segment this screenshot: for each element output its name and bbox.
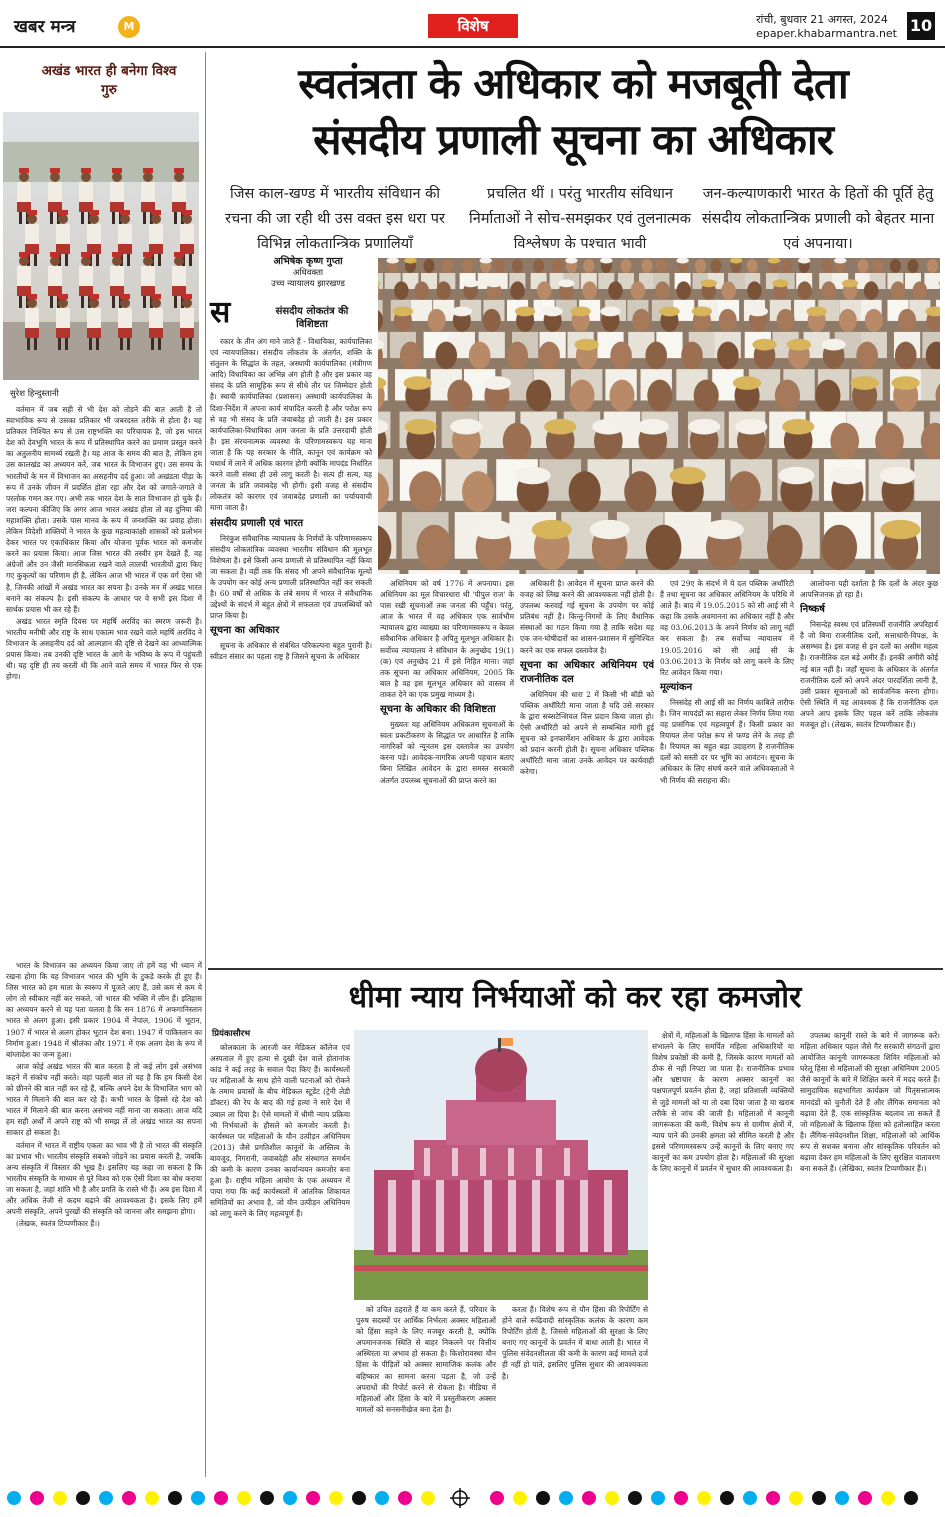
section-rule — [208, 968, 943, 970]
paragraph: निरंकुश संवैधानिक न्यायालय के निर्णयों के परिणामस्वरूप संसदीय लोकतांत्रिक व्यवस्था भारतीय संविधान की मूलभूत विशेषता है। इसे किसी अन्य प्रणाली से प्रतिस्थापित नहीं किया जा सकता है। वहीं तक कि संसद भी अपने संवैधानिक मूल्यों के उपयोग कर कोई अन्य प्रणाली प्रतिस्थापित नहीं कर सकती है। 60 वर्षों से अधिक के लंबे समय में भारत ने संवैधानिक उद्देश्यों के संदर्भ में बहुत क्षेत्रों में सफलता एवं उपलब्धियों को प्राप्त किया है। — [210, 533, 372, 621]
supreme-court-photo — [354, 1030, 648, 1300]
paragraph: अधिनियम को वर्ष 1776 में अपनाया। इस अधिनियम का मूल विचारधारा थी 'पीपुल राज' के पास रखी सूचनाओं तक जनता की पहुँच। परंतु, आज के भारत में यह अधिकार एक सार्वभौम न्यायालय द्वारा व्याख्या का परिणामस्वरूप न केवल संवैधानिक अधिकार है अपितु मूलभूत अधिकार है। सर्वोच्च न्यायालय ने संविधान के अनुच्छेद 19(1)(क) एवं अनुच्छेद 21 में इसे निहित माना। जहां तक सूचना का अधिकार अधिनियम, 2005 कि बात है वह इस मूलभूत अधिकार को वास्तव में ताकत देने का एक प्रमुख माध्यम है। — [380, 579, 514, 699]
photo-credit: सुरेश हिन्दुस्तानी — [10, 389, 59, 399]
parade-photo — [3, 112, 199, 380]
paragraph: रकार के तीन अंग माने जाते हैं - विधायिका, कार्यपालिका एवं न्यायपालिका। संसदीय लोकतंत्र के अंतर्गत, शक्ति के संतुलन के सिद्धांत के तहत, अस्थायी कार्यपालिका (मंत्रीगण आदि) विधायिका का अभिन्न अंग होती है और इस प्रकार वह संसद के प्रति सामूहिक रूप से सीधे तौर पर जिम्मेदार होती है। स्थायी कार्यपालिका (प्रशासन) अस्थायी कार्यपालिका के दिशा-निर्देश में अपना कार्य संपादित करती है और परोक्ष रूप से वह भी संसद के प्रति जवाबदेह हो जाती है। इस प्रकार कार्यपालिका-विधायिका आम जनता के प्रति उत्तरदायी होती है। इस संरचनात्मक व्यवस्था के परिणामस्वरूप यह माना जाता है कि यह सरकार के नीति, कानून एवं कार्यक्रम को यथार्थ में लाने में अधिक कारगर होगी क्योंकि मापदंड निर्धारित करने वाली संस्था ही उसे लागू करती है। सत्य ही सत्य, यह जनता के प्रति जवाबदेह भी होगी। इसी वजह से संसदीय लोकतंत्र को कारगर एवं जवाबदेह प्रणाली का पर्यायवाची माना जाता है। — [210, 337, 372, 513]
main-article-col-4 — [660, 578, 794, 963]
deck-col-3: जन-कल्याणकारी भारत के हितों की पूर्ति हेतु संसदीय लोकतान्त्रिक प्रणाली को बेहतर माना एवं अपनाया। — [701, 186, 935, 252]
issue-date: रांची, बुधवार 21 अगस्त, 2024 — [756, 13, 888, 26]
main-article-col-1 — [210, 336, 372, 856]
paragraph: उपलब्ध कानूनी रास्ते के बारे में जागरूक करें। महिला अधिकार पहल जैसे गैर सरकारी संगठनों द्वारा आयोजित कानूनी जागरूकता शिविर महिलाओं को घरेलू हिंसा से महिलाओं की सुरक्षा अधिनियम 2005 जैसे कानूनों के बारे में शिक्षित करने में मदद करते हैं। सामुदायिक सहभागिता कार्यक्रम जो पितृसत्तात्मक मानदंडों को चुनौती देते हैं और लैंगिक समानता को बढ़ावा देते हैं, एक सांस्कृतिक बदलाव ला सकते हैं जो महिलाओं के खिलाफ हिंसा को हतोत्साहित करता है। लैंगिक-संवेदनशील शिक्षा, महिलाओं को आर्थिक रूप से सशक्त बनाना और सांस्कृतिक परिवर्तन को बढ़ावा देकर हम महिलाओं के लिए सुरक्षित वातावरण बना सकते हैं। (लेखिका, स्वतंत्र टिप्पणीकार हैं।) — [800, 1031, 940, 1174]
subhead-evaluation: मूल्यांकन — [660, 681, 693, 693]
subhead-conclusion: निष्कर्ष — [800, 604, 825, 616]
paragraph: क्षेत्रों में, महिलाओं के खिलाफ हिंसा के मामलों को संभालने के लिए समर्पित महिला अधिकारियों या विशेष प्रकोष्ठों की कमी है, जिसके कारण मामलों को ठीक से नहीं निपटा जा पाता है। राजनीतिक प्रभाव और भ्रष्टाचार के कारण अक्सर कानूनों का पक्षपातपूर्ण प्रवर्तन होता है, जहां प्रतिशाली व्यक्तियों से जुड़े मामलों को या तो दबा दिया जाता है या खराब तरीके से जांच की जाती है। महिलाओं में कानूनी जागरूकता की कमी, विशेष रूप से ग्रामीण क्षेत्रों में, न्याय पाने की उनकी क्षमता को सीमित करती है और इससे परिणामस्वरूप उन्हें कानूनों के लिए बनाए गए कानूनों का कम उपयोग होता है। महिलाओं की सुरक्षा के लिए कानूनों में प्रवर्तन में सुधार की आवश्यकता है। — [652, 1031, 794, 1174]
paragraph: वर्तमान में भारत में राष्ट्रीय एकता का भाव भी है तो भारत की संस्कृति का प्रभाव भी। भारतीय संस्कृति सबको जोड़ने का प्रयास करती है, जबकि अन्य संस्कृति में विस्तार की भूख है। इसलिए यह कहा जा सकता है कि भारतीय संस्कृति के माध्यम से पूरे विश्व को एक ऐसी दिशा का बोध कराया जा सकता है, जहां शांति भी है और प्रगति के रास्ते भी हैं। अब इस दिशा में और अधिक तेजी से कदम बढ़ाने की आवश्यकता है। इसके लिए हमें अपनी संस्कृति, अपने पुरखों की संस्कृति को जानना और समझना होगा। — [6, 1140, 202, 1217]
paragraph: सूचना के अधिकार से संबंधित परिकल्पना बहुत पुरानी है। स्वीडन संसार का पहला राष्ट्र है जिसने सूचना के अधिकार — [210, 641, 372, 662]
paragraph: आलोचना यही दर्शाता है कि दलों के अंदर कुछ आपत्तिजनक हो रहा है। — [800, 579, 938, 600]
main-article-col-2 — [380, 578, 514, 963]
paragraph: अखंड भारत स्मृति दिवस पर महर्षि अरविंद का स्मरण जरूरी है। भारतीय मनीषी और राष्ट्र के साथ एकात्म भाव रखने वाले महर्षि अरविंद ने विभाजन के असहनीय दर्द को आत्मज्ञान की दृष्टि से देखने का आध्यात्मिक प्रयास किया। तब उनकी दृष्टि भारत के आगे के भविष्य के रूप में पहुंचती थी। यह दृष्टि ही तय करती थी कि आने वाले समय में भारत फिर से एक होगा। — [6, 616, 202, 682]
paragraph: कोलकाता के आरजी कर मेडिकल कॉलेज एवं अस्पताल में हुए हत्या से दुखी देश वाले होतानांक कांड ने कई तरह के सवाल पैदा किए हैं। कार्यस्थलों पर महिलाओं के साथ होने वाली घटनाओं को रोकने के तमाम प्रयासों के बीच मेडिकल स्टूडेंट (ट्रेनी लेडी डॉक्टर) की रेप के बाद की गई हत्या ने सारे देश में उबाल ला दिया है। ऐसे मामलों में धीमी न्याय प्रक्रिया भी निर्भयाओं के हौसले को कमजोर करती है। कार्यस्थल पर महिलाओं के यौन उत्पीड़न अधिनियम (2013) जैसे प्रगतिशील कानूनों के अस्तित्व के बावजूद, निगरानी, जवाबदेही और संस्थागत समर्थन की कमी के कारण उनका कार्यान्वयन कमजोर बना हुआ है। राष्ट्रीय महिला आयोग के एक अध्ययन में पाया गया कि कई कार्यस्थलों में आंतरिक शिकायत समितियों का अभाव है, जो यौन उत्पीड़न अधिनियम को लागू करने के लिए महत्वपूर्ण हैं। — [210, 1043, 350, 1219]
author-org: उच्च न्यायालय झारखण्ड — [271, 279, 345, 289]
left-article-body-top — [6, 404, 202, 949]
masthead — [0, 0, 945, 48]
author-note: (लेखक, स्वतंत्र टिप्पणीकार हैं।) — [16, 1219, 100, 1229]
print-registration-bar — [0, 1480, 945, 1517]
second-author: प्रियंकासौरभ — [212, 1029, 251, 1039]
author-byline — [238, 256, 378, 290]
second-article-col-1 — [210, 1042, 350, 1472]
subhead-rti: सूचना का अधिकार — [210, 625, 280, 637]
headline-line-1: स्वतंत्रता के अधिकार को मजबूती देता — [298, 59, 848, 108]
main-article-col-5 — [800, 578, 938, 963]
newspaper-logo: खबर मन्त्र — [14, 17, 76, 37]
paragraph: को उचित ठहराते हैं या कम करते हैं, परिवार के पुरुष सदस्यों पर आर्थिक निर्भरता अक्सर महिलाओं को हिंसा सहने के लिए मजबूर करती है, क्योंकि अपमानजनक स्थिति से बाहर निकलने पर वित्तीय अस्थिरता या अभाव हो सकता है। किशोरावस्था यौन हिंसा के पीड़ितों को अक्सर सामाजिक कलंक और बहिष्कार का सामना करना पड़ता है, जो उन्हें अपराधों की रिपोर्ट करने से रोकता है। मीडिया में महिलाओं और हिंसा के बारे में प्रस्तुतीकरण अक्सर मामलों को सनसनीखेज बना देता है। — [356, 1305, 496, 1414]
left-article — [0, 52, 205, 1477]
epaper-site: epaper.khabarmantra.net — [756, 27, 897, 40]
subhead-rti-specialty: सूचना के अधिकार की विशिष्टता — [380, 704, 496, 716]
paragraph: निस्संदेह सी आई सी का निर्णय काबिले तारीफ है। जिन मापदंडों का सहारा लेकर निर्णय लिया गया वह प्रासंगिक एवं महत्वपूर्ण हैं। किसी प्रकार का रियायत लेना परोक्ष रूप से फण्ड लेने के तरह ही है। रियायत का बहुत बड़ा उदाहरण है राजनीतिक दलों को सस्ती दर पर भूमि का आवंटन। सूचना के अधिकार के लिए संघर्ष करने वाले अधिवक्ताओं ने भी निर्णय की सराहना की। — [660, 697, 794, 785]
left-article-title: अखंड भारत ही बनेगा विश्व गुरु — [41, 63, 177, 98]
sidebox-title: संसदीय लोकतंत्र की विशिष्टता — [275, 306, 349, 330]
section-tag: विशेष — [428, 14, 518, 38]
paragraph: निसन्देह स्वस्थ एवं प्रतिस्पर्धी राजनीति अपरिहार्य है जो बिना राजनीतिक दलों, सत्ताधारी-विपक्ष, के असम्भव है। इस वजह से इन दलों का असीम महत्व है। राजनीतिक दल बड़े अमीर हैं। इनकी अमीरी कोई नई बात नहीं है। जहाँ सूचना के अधिकार के अंतर्गत राजनीतिक दलों को अपने अंदर पारदर्शिता लानी है, उसी प्रकार सूचनाओं को सार्वजनिक करना होगा। ऐसी स्थिति में यह आवश्यक है कि राजनीतिक दल अपने आप इसके लिए पहल करें ताकि लोकतंत्र मजबूत हो। (लेखक, स्वतंत्र टिप्पणीकार हैं।) — [800, 620, 938, 730]
dropcap: स — [210, 295, 231, 330]
logo-badge-icon: M — [118, 16, 140, 38]
paragraph: भारत के विभाजन का अध्ययन किया जाए तो हमें यह भी ध्यान में रखना होगा कि यह विभाजन भारत की भूमि के टुकड़े करके ही हुए हैं। जिस भारत को हम माता के स्वरूप में पूजते आए हैं, उसे कम से कम ये लोग तो स्वीकार नहीं कर सकते, जो भारत की भक्ति में लीन हैं। इतिहास का अध्ययन करने से यह पता चलता है कि सन 1876 में अफगानिस्तान भारत से अलग हुआ। इसी प्रकार 1904 में नेपाल, 1906 में भूटान, 1907 में भारत से अलग होकर भूटान देश बना। 1947 में पाकिस्तान का निर्माण हुआ। 1948 में श्रीलंका और 1971 में एक अलग देश के रूप में बांग्लादेश का जन्म हुआ। — [6, 961, 202, 1059]
left-article-body-bottom — [6, 960, 202, 1475]
crowd-photo — [378, 258, 940, 574]
paragraph: वर्तमान में जब सही से भी देश को तोड़ने की बात आती है तो स्वाभाविक रूप से उसका प्रतिकार भी जबरदस्त तरीके से होता है। यह प्रतिकार निश्चित रूप से उस राष्ट्रभक्ति का परिचायक है, जो इस भारत देश को देवभूमि भारत के रूप में प्रतिस्थापित करने का प्रमाण प्रस्तुत करने का अतुलनीय सामर्थ्य रखती है। यह आज के समय की बात है, लेकिन हम उस कालखंड का अध्ययन करें, जब भारत के विभाजन हुए। उस समय के भारतीयों के मन में विभाजन का असहनीय दर्द हुआ। जो अखंडता पीड़ा के रूप में उनके जीवन में प्रदर्शित होता रहा और देश को जगाते-जगाते वे परलोक गमन कर गए। अभी तक भारत देश के सात विभाजन हो चुके हैं। जरा कल्पना कीजिए कि अगर आज भारत अखंड होता तो वह दुनिया की महाशक्ति होता। उसके पास मानव के रूप में जनशक्ति का प्रवाह होता। लेकिन विदेशी शक्तियों ने भारत के कुछ महत्वाकांक्षी शासकों को प्रलोभन देकर भारत पर एकाधिकार किया और योजना पूर्वक भारत को कमजोर करने का प्रयास किया। आज जिस भारत की तस्वीर हम देखते हैं, वह अंग्रेजों और उन जैसी मानसिकता रखने वाले लालची भारतीयों द्वारा किए गए कुकृत्यों का परिणाम ही है, लेकिन आज भी भारत में एक वर्ग ऐसा भी है, जिनकी आंखों में अखंड भारत का सपना है। उनके मन में अखंड भारत बनाने का संकल्प है। इसी संकल्प के आधार पर वे सभी इस दिशा में सार्थक प्रयास भी कर रहे हैं। — [6, 405, 202, 614]
paragraph: करता है। विशेष रूप से यौन हिंसा की रिपोर्टिंग से होने वाले रूढ़िवादी सांस्कृतिक कलंक के कारण कम रिपोर्टिंग होती है, जिससे महिलाओं की सुरक्षा के लिए बनाए गए कानूनों के प्रवर्तन में बाधा आती है। भारत में पुलिस संवेदनशीलता की कमी के कारण कई मामले दर्ज ही नहीं हो पाते, इसलिए पुलिस सुधार की आवश्यकता है। — [502, 1305, 648, 1381]
page-number: 10 — [907, 12, 935, 40]
paragraph: अधिकारी है। आवेदन में सूचना प्राप्त करने की वजह को लिख करने की आवश्यकता नहीं होती है। उपलब्ध करवाई गई सूचना के उपयोग पर कोई प्रतिबंध नहीं है। किन्तु-निगमों के लिए वैधानिक संस्थाओं का गठन किया गया है ताकि सदेश यह एक जन-घोषीदारों का शासन-प्रशासन में सुनिश्चित करने का एक सफल दस्तावेज है। — [520, 579, 654, 655]
subhead-parliamentary-system: संसदीय प्रणाली एवं भारत — [210, 517, 304, 529]
main-article-col-3 — [520, 578, 654, 963]
paragraph: मुख्यतः यह अधिनियम अधिकतम सूचनाओं के स्वतः प्रकटीकरण के सिद्धांत पर आधारित है ताकि नागरिकों को न्यूनतम इस दस्तावेज का उपयोग करना पड़े। आवेदक-नागरिक अपनी पहचान बताए बिना लिखित आवेदन के द्वारा समस्त सरकारी अंतर्गत उपलब्ध सूचनाओं की प्राप्त करने का — [380, 720, 514, 785]
subhead-rti-political-parties: सूचना का अधिकार अधिनियम एवं राजनीतिक दल — [520, 659, 654, 685]
column-divider — [205, 52, 206, 1477]
paragraph: एवं 29ए के संदर्भ में ये दल पब्लिक अथॉरिटी हैं तथा सूचना का अधिकार अधिनियम के परिधि में आते हैं। बाद में 19.05.2015 को सी आई सी ने कहा कि उसके अवमानना का अधिकार नहीं है और वह 03.06.2013 के अपने निर्णय को लागू नहीं कर सकता है। तब सर्वोच्च न्यायालय में 19.05.2016 को सी आई सी के 03.06.2013 के निर्णय को लागू करने के लिए रिट आवेदन किया गया। — [660, 579, 794, 677]
author-name: अभिषेक कृष्ण गुप्ता — [273, 256, 343, 267]
paragraph: आज कोई अखंड भारत की बात करता है तो कई लोग इसे असंभव कहने में संकोच नहीं करते। वहां पहली बात तो यह है कि हम किसी देश को छीनने की बात नहीं कर रहे हैं, बल्कि अपने देश के विभाजित भाग को भारत में मिलाने की बात कर रहे हैं। कभी भारत के हिस्से रहे देश को भारत में मिलाने की बात करना असंभव नहीं माना जा सकता। आज यदि हम सही अर्थों में अपने राष्ट्र को भी समझ लें तो अखंड भारत का सपना साकार हो सकता है। — [6, 1061, 202, 1138]
deck-col-2: प्रचलित थीं । परंतु भारतीय संविधान निर्माताओं ने सोच-समझकर एवं तुलनात्मक विश्लेषण के पश्चात भावी — [469, 186, 691, 252]
deck-col-1: जिस काल-खण्ड में भारतीय संविधान की रचना की जा रही थी उस वक्त इस धरा पर विभिन्न लोकतान्त्रिक प्रणालियाँ — [225, 186, 445, 252]
second-article-col-2 — [356, 1304, 496, 1476]
main-headline — [208, 56, 938, 168]
second-article-col-3 — [502, 1304, 648, 1476]
headline-line-2: संसदीय प्रणाली सूचना का अधिकार — [313, 115, 833, 164]
second-article-col-5 — [800, 1030, 940, 1476]
dateline — [756, 13, 897, 41]
author-role: अधिवक्ता — [292, 268, 324, 278]
second-article-col-4 — [652, 1030, 794, 1476]
second-headline: धीमा न्याय निर्भयाओं को कर रहा कमजोर — [348, 980, 802, 1015]
paragraph: अधिनियम की धारा 2 में किसी भी बॉडी को पब्लिक अथॉरिटी माना जाता है यदि उसे सरकार के द्वारा सब्सटेन्शियल वित्त प्रदान किया जाता हो। ऐसी अथॉरिटी को अपने से सम्बन्धित मांगी हुई सूचना को इनफार्मेशन अधिकार के द्वारा आवेदक को प्रदान करनी होती है। सूचना अधिकार पब्लिक अथॉरिटी माना जाता उनके आवेदन पर कार्यवाही करेगा। — [520, 689, 654, 777]
